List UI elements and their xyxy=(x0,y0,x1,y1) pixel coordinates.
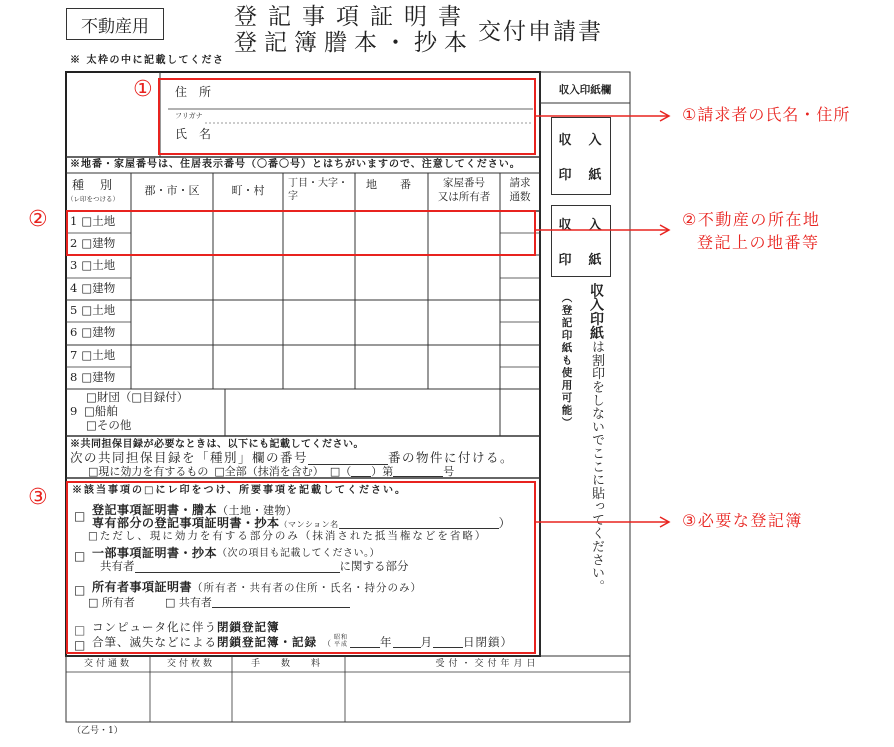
stamp-instruction-bold: 収入印紙 xyxy=(588,283,604,341)
option-other-close: ）第 xyxy=(371,465,394,478)
property-row-6 xyxy=(70,327,115,339)
closed-computer-title: 閉鎖登記簿 xyxy=(217,620,280,634)
row-number: 6 xyxy=(70,325,78,339)
coowner-suffix: に関する部分 xyxy=(339,559,409,573)
stamp-box-line2: 印 紙 xyxy=(558,168,604,183)
joint-collateral-line-2 xyxy=(88,466,454,477)
row-number: 4 xyxy=(70,281,78,295)
callout-property-line1: ②不動産の所在地 xyxy=(682,210,821,229)
checkbox: □ xyxy=(74,623,86,637)
annotation-box-property xyxy=(66,210,536,256)
header-lot: 地 番 xyxy=(366,178,417,191)
row-number: 1 xyxy=(70,214,78,228)
header-house-line1: 家屋番号 xyxy=(443,177,485,189)
closed-merge-prefix: 合筆、滅失などによる xyxy=(92,634,217,649)
annotation-marker-3: ③ xyxy=(28,485,48,510)
category-label: 不動産用 xyxy=(81,16,149,37)
stamp-instruction-rest: は割印をしないでここに貼ってください。 xyxy=(589,340,604,593)
title-line-2: 登記簿謄本・抄本 xyxy=(234,30,474,56)
row-type: □土地 xyxy=(81,303,116,317)
option-current: □現に効力を有するもの xyxy=(88,465,209,478)
header-house-line2: 又は所有者 xyxy=(437,191,491,203)
month-label: 月 xyxy=(420,634,434,649)
receipt-date: 受付・交付年月日 xyxy=(435,659,540,669)
option-other-open: □（ xyxy=(329,465,352,478)
item-number-blank xyxy=(308,452,388,464)
owner-certificate-hint: （所有者・共有者の住所・氏名・持分のみ） xyxy=(192,581,423,594)
header-type: 種 別 xyxy=(72,178,115,192)
stamp-box-line1: 収 入 xyxy=(558,133,604,148)
checkbox: □ xyxy=(74,583,86,597)
annotation-marker-1: ① xyxy=(133,77,153,102)
revenue-stamp-box-1 xyxy=(551,117,611,195)
header-copies-line2: 通数 xyxy=(509,191,531,203)
header-copies-line1: 請求 xyxy=(509,177,531,189)
stamp-box-line2: 印 紙 xyxy=(558,253,604,268)
unit-certificate-title: 専有部分の登記事項証明書・抄本 xyxy=(92,516,280,530)
owner-option-coowner: □ 共有者 xyxy=(165,596,212,609)
header-town: 町・村 xyxy=(231,184,265,197)
property-row-4 xyxy=(70,283,115,295)
row-type: □建物 xyxy=(81,236,116,250)
annotation-marker-2: ② xyxy=(28,207,48,232)
property-row-5 xyxy=(70,305,115,317)
coowner-label: 共有者 xyxy=(100,559,135,573)
stamp-note: （登記印紙も使用可能） xyxy=(560,292,573,430)
header-type-hint: （レ印をつける） xyxy=(67,195,119,203)
catalog-number-blank xyxy=(393,466,443,477)
property-row-8 xyxy=(70,372,115,384)
current-only-option: □ただし、現に効力を有する部分のみ（抹消された抵当権などを省略） xyxy=(88,530,488,542)
row-9-number: 9 xyxy=(70,404,78,418)
form-code: （乙号・1） xyxy=(72,726,123,736)
row-number: 5 xyxy=(70,303,78,317)
partial-certificate-hint: （次の項目も記載してください。） xyxy=(217,548,381,559)
callout-certificates: ③必要な登記簿 xyxy=(682,511,803,530)
partial-certificate-title: 一部事項証明書・抄本 xyxy=(92,546,218,560)
era-open: （ xyxy=(323,639,332,649)
arrow-head-3 xyxy=(660,517,669,527)
annotation-box-applicant xyxy=(158,78,536,155)
receipt-issued-pages: 交付枚数 xyxy=(166,659,215,669)
arrow-head-2 xyxy=(660,225,669,235)
joint-collateral-text: 次の共同担保目録を「種別」欄の番号 xyxy=(70,450,309,465)
row-type: □建物 xyxy=(81,325,116,339)
row-number: 2 xyxy=(70,236,78,250)
row-type: □土地 xyxy=(81,214,116,228)
certificates-note: ※該当事項の□にレ印をつけ、所要事項を記載してください。 xyxy=(72,485,408,496)
stamp-instruction xyxy=(589,283,603,593)
year-label: 年 xyxy=(380,634,393,649)
full-certificate-title: 登記事項証明書・謄本 xyxy=(92,503,218,517)
arrow-head-1 xyxy=(660,111,669,121)
era-showa: 昭和 xyxy=(334,634,349,641)
checkbox: □ xyxy=(74,638,86,652)
furigana-label: フリガナ xyxy=(175,112,203,120)
row-number: 8 xyxy=(70,370,78,384)
header-chome-line2: 字 xyxy=(288,191,298,202)
row-type: □土地 xyxy=(81,258,116,272)
joint-collateral-note: ※共同担保目録が必要なときは、以下にも記載してください。 xyxy=(70,439,364,450)
header-city: 郡・市・区 xyxy=(144,184,200,197)
row-type: □建物 xyxy=(81,370,116,384)
joint-collateral-line-1 xyxy=(70,452,514,465)
revenue-stamp-box-2 xyxy=(551,205,611,277)
unit-name-close: ） xyxy=(498,516,512,530)
property-row-3 xyxy=(70,260,115,272)
category-label-box xyxy=(66,8,164,40)
annotation-box-certificates xyxy=(66,481,536,654)
row-number: 3 xyxy=(70,258,78,272)
joint-collateral-text: 番の物件に付ける。 xyxy=(388,450,515,465)
row-9-ship: □船舶 xyxy=(84,404,118,418)
option-other-blank xyxy=(351,466,371,477)
receipt-fee: 手 数 料 xyxy=(250,659,326,669)
checkbox: □ xyxy=(74,509,86,523)
option-all: □全部（抹消を含む） xyxy=(214,465,324,478)
day-closed-label: 日閉鎖） xyxy=(463,634,514,649)
row-9-foundation: □財団（□目録付） xyxy=(86,390,189,404)
lot-number-note: ※地番・家屋番号は、住居表示番号（〇番〇号）とはちがいますので、注意してください。 xyxy=(70,159,521,170)
owner-certificate-title: 所有者事項証明書 xyxy=(92,580,193,594)
header-chome-line1: 丁目・大字・ xyxy=(288,178,348,189)
era-heisei: 平成 xyxy=(334,640,349,648)
full-certificate-scope: （土地・建物） xyxy=(217,504,298,517)
stamp-column-header: 収入印紙欄 xyxy=(558,84,612,96)
option-number-suffix: 号 xyxy=(443,465,455,478)
closed-merge-title: 閉鎖登記簿・記録 xyxy=(217,634,317,649)
owner-option-owner: □ 所有者 xyxy=(88,596,135,609)
closed-computer-prefix: コンピュータ化に伴う xyxy=(92,620,217,634)
callout-property-line2: 登記上の地番等 xyxy=(697,233,820,252)
row-9-misc: □その他 xyxy=(86,418,132,432)
checkbox: □ xyxy=(74,549,86,563)
title-line-1: 登記事項証明書 xyxy=(234,4,472,30)
callout-applicant: ①請求者の氏名・住所 xyxy=(682,105,851,124)
row-type: □建物 xyxy=(81,281,116,295)
name-label: 氏 名 xyxy=(175,127,212,141)
form-instruction: ※ 太枠の中に記載してくださ xyxy=(70,55,225,66)
unit-name-label: （マンション名 xyxy=(279,520,339,529)
row-type: □土地 xyxy=(81,348,116,362)
address-label: 住 所 xyxy=(175,85,212,99)
stamp-box-line1: 収 入 xyxy=(558,218,604,233)
title-suffix: 交付申請書 xyxy=(478,19,603,45)
property-row-7 xyxy=(70,350,115,362)
row-number: 7 xyxy=(70,348,78,362)
receipt-issued-copies: 交付通数 xyxy=(83,659,132,669)
